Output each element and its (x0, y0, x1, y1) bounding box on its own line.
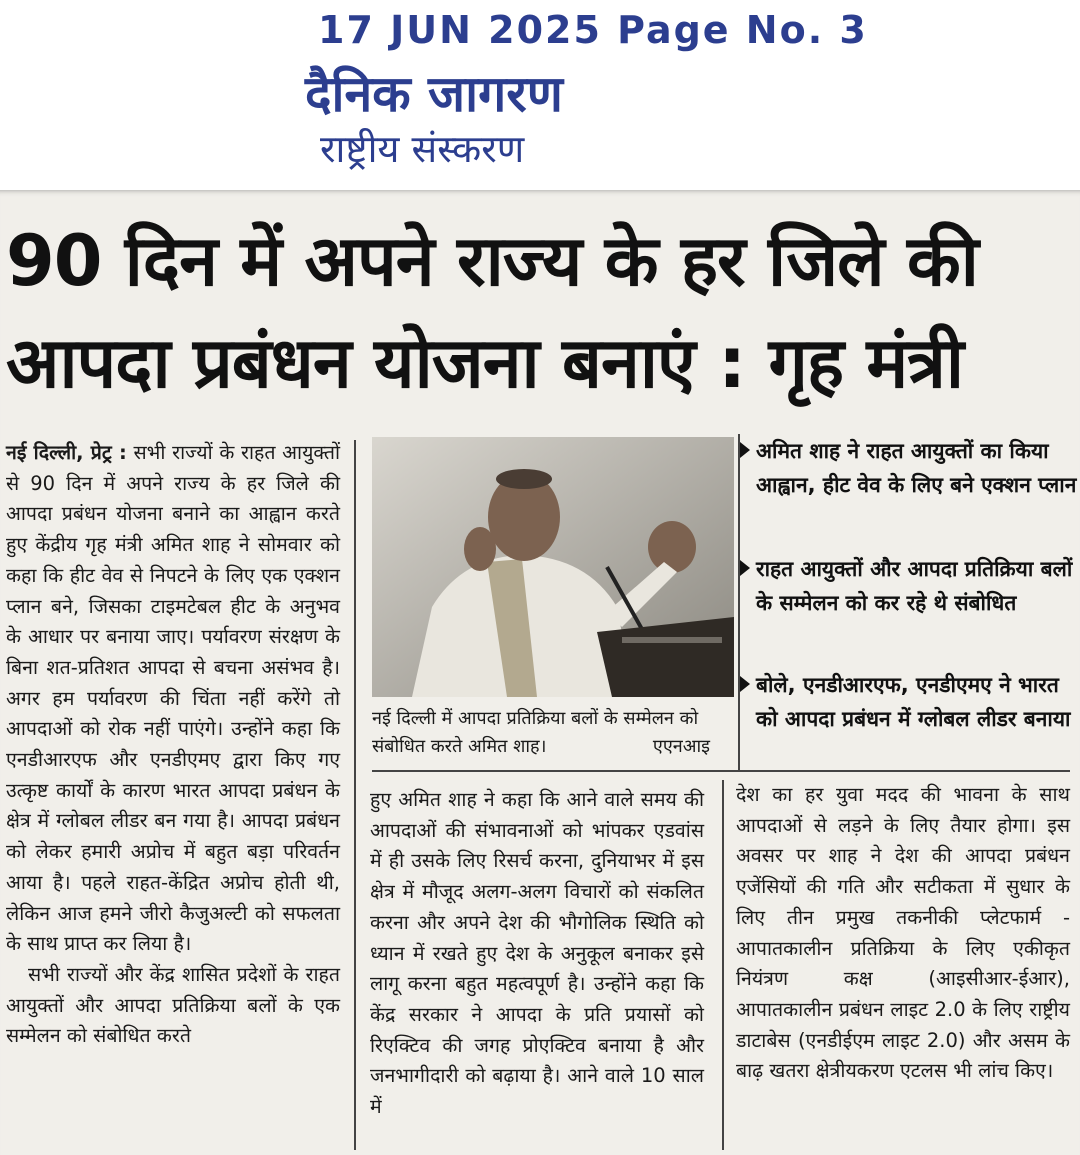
lead-paragraph (6, 438, 340, 960)
headline-line-2: आपदा प्रबंधन योजना बनाएं : गृह मंत्री (6, 322, 964, 404)
article-column-1 (6, 438, 340, 1052)
column-divider-1 (354, 440, 356, 1150)
photo-caption (372, 705, 710, 761)
highlight-text: बोले, एनडीआरएफ, एनडीएमए ने भारत को आपदा प्रबंधन में ग्लोबल लीडर बनाया (756, 673, 1071, 731)
newspaper-clipping (0, 190, 1080, 1155)
highlight-item (740, 668, 1080, 736)
lead-paragraph-text: सभी राज्यों के राहत आयुक्तों से 90 दिन में अपने राज्य के हर जिले की आपदा प्रबंधन योजना बनाने का आह्वान करते हुए केंद्रीय गृह मंत्री अमित शाह ने सोमवार को कहा कि हीट वेव से निपटने के लिए एक एक्शन प्लान बने, जिसका टाइमटेबल हीट के अनुभव के आधार पर बनाया जाए। पर्यावरण संरक्षण के बिना शत-प्रतिशत आपदा से बचना असंभव है। अगर हम पर्यावरण की चिंता नहीं करेंगे तो आपदाओं को रोक नहीं पाएंगे। उन्होंने कहा कि एनडीआरएफ और एनडीएमए द्वारा किए गए उत्कृष्ट कार्यों के कारण भारत आपदा प्रबंधन के क्षेत्र में ग्लोबल लीडर बन गया है। आपदा प्रबंधन को लेकर हमारी अप्रोच में बहुत बड़ा परिवर्तन आया है। पहले राहत-केंद्रित अप्रोच होती थी, लेकिन आज हमने जीरो कैजुअल्टी को सफलता के साथ प्राप्त कर लिया है। (6, 441, 340, 956)
highlight-item (740, 434, 1080, 502)
speaker-photo-illustration (372, 437, 734, 697)
amit-shah-speech-photo (372, 437, 734, 697)
highlight-text: राहत आयुक्तों और आपदा प्रतिक्रिया बलों के सम्मेलन को कर रहे थे संबोधित (756, 557, 1073, 615)
headline-line-1: 90 दिन में अपने राज्य के हर जिले की (6, 220, 978, 302)
bullet-arrow-icon (740, 560, 750, 576)
bullet-arrow-icon (740, 676, 750, 692)
bullet-arrow-icon (740, 442, 750, 458)
highlight-item (740, 552, 1080, 620)
second-paragraph: सभी राज्यों और केंद्र शासित प्रदेशों के राहत आयुक्तों और आपदा प्रतिक्रिया बलों के एक सम्मेलन को संबोधित करते (6, 962, 340, 1048)
dateline: नई दिल्ली, प्रेट्र : (6, 441, 127, 464)
photo-credit: एएनआइ (652, 736, 710, 757)
newspaper-name-stamp: दैनिक जागरण (305, 65, 563, 123)
clipping-date-page-stamp: 17 JUN 2025 Page No. 3 (318, 8, 868, 52)
article-column-2: हुए अमित शाह ने कहा कि आने वाले समय की आपदाओं की संभावनाओं को भांपकर एडवांस में ही उसके लिए रिसर्च करना, दुनियाभर में इस क्षेत्र में मौजूद अलग-अलग विचारों को संकलित करना और अपने देश की भौगोलिक स्थिति को ध्यान में रखते हुए देश के अनुकूल बनाकर इसे लागू करना बहुत महत्वपूर्ण है। उन्होंने कहा कि केंद्र सरकार ने आपदा के प्रति प्रयासों को रिएक्टिव की जगह प्रोएक्टिव बनाया है और जनभागीदारी को बढ़ाया है। आने वाले 10 साल में (370, 788, 704, 1119)
highlight-text: अमित शाह ने राहत आयुक्तों का किया आह्वान, हीट वेव के लिए बने एक्शन प्लान (756, 439, 1077, 497)
photo-caption-text: नई दिल्ली में आपदा प्रतिक्रिया बलों के सम्मेलन को संबोधित करते अमित शाह। (372, 708, 699, 757)
column-divider-2 (722, 780, 724, 1150)
edition-stamp: राष्ट्रीय संस्करण (320, 127, 525, 171)
article-column-3: देश का हर युवा मदद की भावना के साथ आपदाओं से लड़ने के लिए तैयार होगा। इस अवसर पर शाह ने देश की आपदा प्रबंधन एजेंसियों की गति और सटीकता में सुधार के लिए तीन प्रमुख तकनीकी प्लेटफार्म - आपातकालीन प्रतिक्रिया के लिए एकीकृत नियंत्रण कक्ष (आइसीआर-ईआर), आपातकालीन प्रबंधन लाइट 2.0 के लिए राष्ट्रीय डाटाबेस (एनडीईएम लाइट 2.0) और असम के बाढ़ खतरा क्षेत्रीयकरण एटलस भी लांच किए। (736, 783, 1070, 1083)
photo-bottom-rule (372, 770, 1070, 772)
